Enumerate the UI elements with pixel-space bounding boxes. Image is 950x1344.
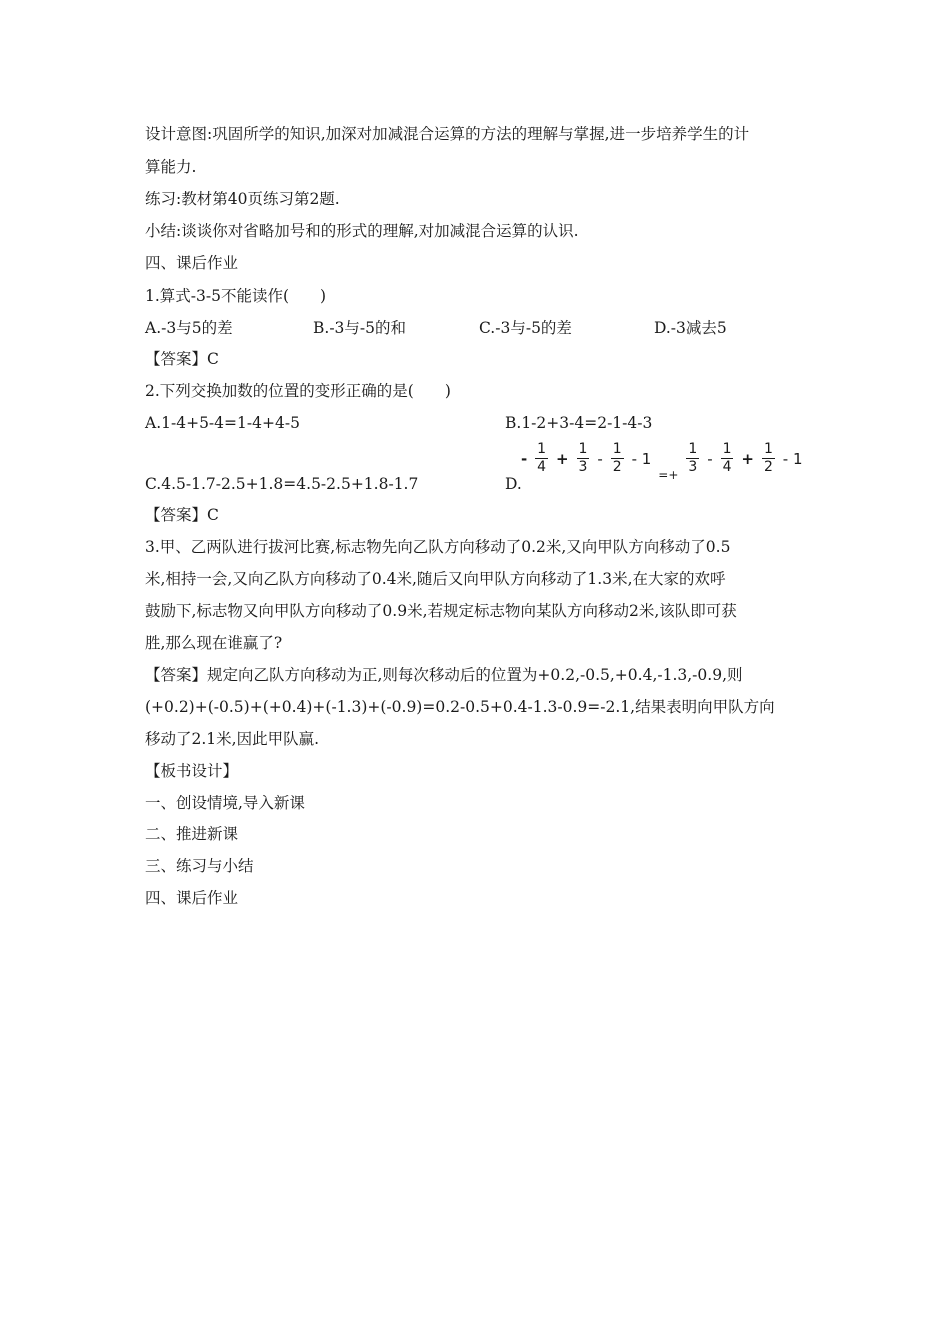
- question-1-option-a: A.-3与5的差: [145, 319, 233, 337]
- rhs-sign-3: +: [741, 449, 754, 468]
- section-heading-homework: 四、课后作业: [145, 254, 239, 272]
- question-1-option-d: D.-3减去5: [654, 319, 727, 337]
- fraction-denominator: 3: [688, 459, 698, 475]
- design-intent-line-1: 设计意图:巩固所学的知识,加深对加减混合运算的方法的理解与掌握,进一步培养学生的计: [145, 125, 750, 143]
- fraction-numerator: 1: [722, 441, 732, 457]
- question-1-answer: 【答案】C: [145, 350, 219, 368]
- equals-plus: =+: [658, 467, 679, 482]
- fraction-numerator: 1: [688, 441, 698, 457]
- question-2-answer: 【答案】C: [145, 506, 219, 524]
- fraction-numerator: 1: [763, 441, 773, 457]
- rhs-fraction-2: [721, 441, 734, 476]
- question-2-option-a: A.1-4+5-4=1-4+4-5: [145, 414, 300, 432]
- fraction-denominator: 4: [722, 459, 732, 475]
- fraction-denominator: 4: [537, 459, 547, 475]
- lhs-fraction-3: [611, 441, 624, 476]
- board-item-4: 四、课后作业: [145, 889, 239, 907]
- rhs-sign-2: -: [707, 449, 713, 468]
- fraction-numerator: 1: [578, 441, 588, 457]
- board-item-2: 二、推进新课: [145, 825, 239, 843]
- rhs-fraction-1: [686, 441, 699, 476]
- question-2-option-d-label: D.: [505, 475, 522, 493]
- design-intent-line-2: 算能力.: [145, 158, 197, 176]
- summary-line: 小结:谈谈你对省略加号和的形式的理解,对加减混合运算的认识.: [145, 222, 579, 240]
- question-2-option-c: C.4.5-1.7-2.5+1.8=4.5-2.5+1.8-1.7: [145, 475, 419, 493]
- lhs-sign-3: -: [597, 449, 603, 468]
- board-design-heading: 【板书设计】: [145, 762, 239, 780]
- question-1-stem: 1.算式-3-5不能读作( ): [145, 287, 327, 305]
- fraction-numerator: 1: [612, 441, 622, 457]
- question-3-answer-line-2: (+0.2)+(-0.5)+(+0.4)+(-1.3)+(-0.9)=0.2-0.5+0.4-1.3-0.9=-2.1,结果表明向甲队方向: [145, 698, 775, 716]
- question-3-line-3: 鼓励下,标志物又向甲队方向移动了0.9米,若规定标志物向某队方向移动2米,该队即可获: [145, 602, 737, 620]
- question-3-line-4: 胜,那么现在谁赢了?: [145, 634, 283, 652]
- lhs-sign-2: +: [556, 449, 569, 468]
- fraction-numerator: 1: [537, 441, 547, 457]
- fraction-denominator: 2: [763, 459, 773, 475]
- question-1-option-b: B.-3与-5的和: [313, 319, 407, 337]
- question-2-option-d-expression: [520, 441, 804, 482]
- rhs-fraction-3: [762, 441, 775, 476]
- board-item-3: 三、练习与小结: [145, 857, 254, 875]
- lhs-sign-1: -: [521, 449, 528, 468]
- rhs-tail: - 1: [782, 449, 803, 468]
- lhs-fraction-2: [577, 441, 590, 476]
- question-2-stem: 2.下列交换加数的位置的变形正确的是( ): [145, 382, 451, 400]
- practice-line: 练习:教材第40页练习第2题.: [145, 190, 340, 208]
- question-3-answer-line-3: 移动了2.1米,因此甲队赢.: [145, 730, 320, 748]
- board-item-1: 一、创设情境,导入新课: [145, 794, 305, 812]
- lhs-tail: - 1: [631, 449, 652, 468]
- fraction-denominator: 3: [578, 459, 588, 475]
- question-1-option-c: C.-3与-5的差: [479, 319, 572, 337]
- fraction-denominator: 2: [612, 459, 622, 475]
- question-3-answer-line-1: 【答案】规定向乙队方向移动为正,则每次移动后的位置为+0.2,-0.5,+0.4,-1.3,-0.9,则: [145, 666, 743, 684]
- question-3-line-1: 3.甲、乙两队进行拔河比赛,标志物先向乙队方向移动了0.2米,又向甲队方向移动了0.5: [145, 538, 731, 556]
- question-2-option-b: B.1-2+3-4=2-1-4-3: [505, 414, 653, 432]
- question-3-line-2: 米,相持一会,又向乙队方向移动了0.4米,随后又向甲队方向移动了1.3米,在大家的欢呼: [145, 570, 726, 588]
- lhs-fraction-1: [535, 441, 548, 476]
